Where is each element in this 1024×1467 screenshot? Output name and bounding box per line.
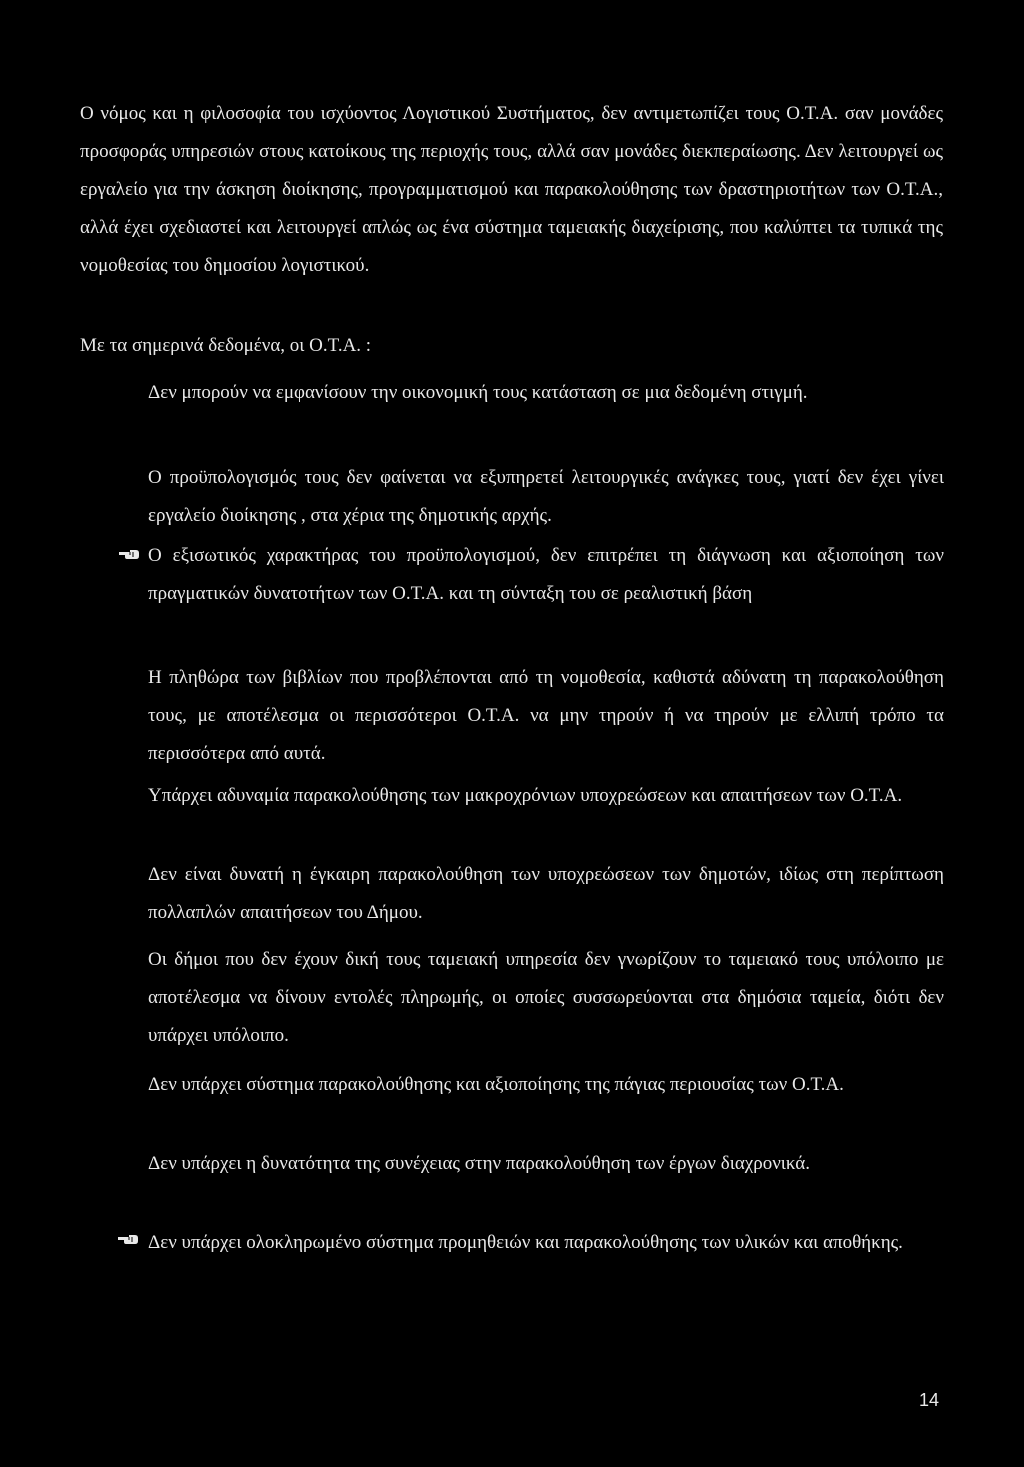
point-1: Δεν μπορούν να εμφανίσουν την οικονομική τους κατάσταση σε μια δεδομένη στιγμή. [148,382,808,403]
point-2: Ο προϋπολογισμός τους δεν φαίνεται να εξυπηρετεί λειτουργικές ανάγκες τους, γιατί δεν έχει γίνει εργαλείο διοίκησης , στα χέρια της δημοτικής αρχής. [148,467,944,526]
point-6: Δεν είναι δυνατή η έγκαιρη παρακολούθηση των υποχρεώσεων των δημοτών, ιδίως στη περίπτωση πολλαπλών απαιτήσεων του Δήμου. [148,864,944,923]
intro-paragraph: Ο νόμος και η φιλοσοφία του ισχύοντος Λογιστικού Συστήματος, δεν αντιμετωπίζει τους Ο.Τ.Α. σαν μονάδες προσφοράς υπηρεσιών στους κατοίκους της περιοχής τους, αλλά σαν μονάδες διεκπεραίωσης. Δεν λειτουργεί ως εργαλείο για την άσκηση διοίκησης, προγραμματισμού και παρακολούθησης των δραστηριοτήτων των Ο.Τ.Α., αλλά έχει σχεδιαστεί και λειτουργεί απλώς ως ένα σύστημα ταμειακής διαχείρισης, που καλύπτει τα τυπικά της νομοθεσίας του δημοσίου λογιστικού. [80,103,943,276]
point-10: Δεν υπάρχει ολοκληρωμένο σύστημα προμηθειών και παρακολούθησης των υλικών και αποθήκης. [148,1232,903,1253]
page-number: 14 [919,1390,940,1410]
point-3: Ο εξισωτικός χαρακτήρας του προϋπολογισμού, δεν επιτρέπει τη διάγνωση και αξιοποίηση των πραγματικών δυνατοτήτων των Ο.Τ.Α. και τη σύνταξη του σε ρεαλιστική βάση [148,545,944,604]
point-7: Οι δήμοι που δεν έχουν δική τους ταμειακή υπηρεσία δεν γνωρίζουν το ταμειακό τους υπόλοιπο με αποτέλεσμα να δίνουν εντολές πληρωμής, οι οποίες συσσωρεύονται στα δημόσια ταμεία, διότι δεν υπάρχει υπόλοιπο. [148,949,944,1046]
lead-line: Με τα σημερινά δεδομένα, οι Ο.Τ.Α. : [80,335,372,356]
pointing-hand-icon [117,1232,139,1246]
point-8: Δεν υπάρχει σύστημα παρακολούθησης και αξιοποίησης της πάγιας περιουσίας των Ο.Τ.Α. [148,1074,844,1095]
point-4: Η πληθώρα των βιβλίων που προβλέπονται από τη νομοθεσία, καθιστά αδύνατη τη παρακολούθηση τους, με αποτέλεσμα οι περισσότεροι Ο.Τ.Α. να μην τηρούν ή να τηρούν με ελλιπή τρόπο τα περισσότερα από αυτά. [148,667,944,764]
pointing-hand-icon [118,547,140,561]
point-9: Δεν υπάρχει η δυνατότητα της συνέχειας στην παρακολούθηση των έργων διαχρονικά. [148,1153,811,1174]
point-5: Υπάρχει αδυναμία παρακολούθησης των μακροχρόνιων υποχρεώσεων και απαιτήσεων των Ο.Τ.Α. [148,785,903,806]
